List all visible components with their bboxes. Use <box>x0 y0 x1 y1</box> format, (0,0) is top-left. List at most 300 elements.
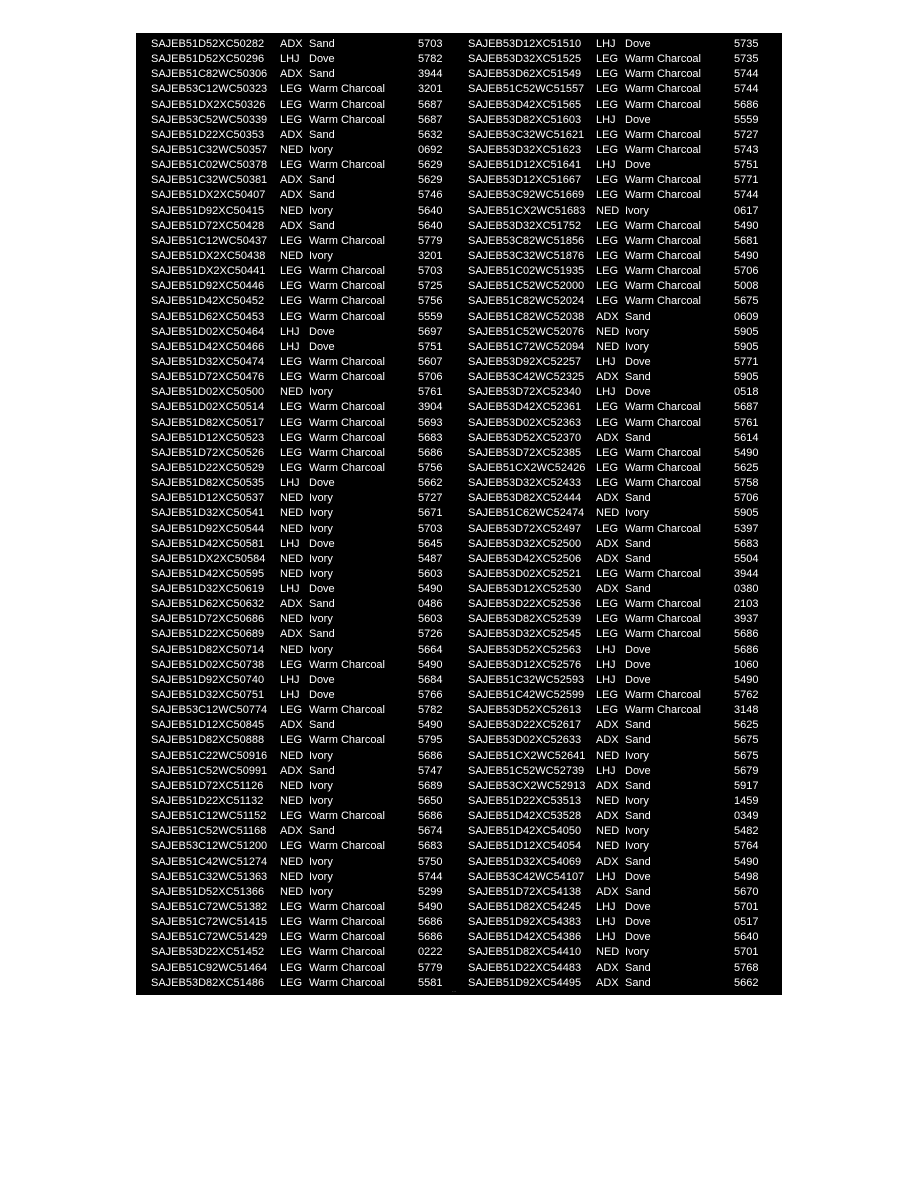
vin-cell: SAJEB51C72WC52094 <box>468 340 585 353</box>
vin-cell: SAJEB51C32WC52593 <box>468 673 585 686</box>
color-name-cell: Dove <box>309 583 335 596</box>
trim-code-cell: NED <box>596 325 620 338</box>
color-name-cell: Warm Charcoal <box>625 567 701 580</box>
trim-code-cell: NED <box>280 855 304 868</box>
vin-cell: SAJEB51C42WC51274 <box>151 855 268 868</box>
vin-cell: SAJEB53C12WC51200 <box>151 840 268 853</box>
vin-cell: SAJEB51D42XC50595 <box>151 567 265 580</box>
color-name-cell: Warm Charcoal <box>309 295 385 308</box>
number-cell: 5727 <box>734 128 759 141</box>
trim-code-cell: ADX <box>280 189 303 202</box>
number-cell: 0380 <box>734 583 759 596</box>
number-cell: 0349 <box>734 810 759 823</box>
vin-cell: SAJEB53D32XC52500 <box>468 537 582 550</box>
number-cell: 5490 <box>418 901 443 914</box>
number-cell: 5917 <box>734 779 759 792</box>
trim-code-cell: LHJ <box>596 386 616 399</box>
vin-cell: SAJEB53D12XC52576 <box>468 658 582 671</box>
vin-cell: SAJEB53D02XC52363 <box>468 416 582 429</box>
number-cell: 0692 <box>418 143 443 156</box>
trim-code-cell: LHJ <box>596 673 616 686</box>
color-name-cell: Ivory <box>309 249 333 262</box>
trim-code-cell: LEG <box>596 704 619 717</box>
number-cell: 2103 <box>734 598 759 611</box>
color-name-cell: Sand <box>309 38 335 50</box>
color-name-cell: Dove <box>625 901 651 914</box>
number-cell: 5490 <box>418 719 443 732</box>
trim-code-cell: ADX <box>280 628 303 641</box>
vin-cell: SAJEB51D42XC50581 <box>151 537 265 550</box>
color-name-cell: Dove <box>625 870 651 883</box>
trim-code-cell: LHJ <box>280 689 300 702</box>
trim-code-cell: LHJ <box>596 870 616 883</box>
color-name-cell: Ivory <box>309 885 333 898</box>
trim-code-cell: NED <box>280 143 304 156</box>
vin-cell: SAJEB53D32XC51623 <box>468 143 582 156</box>
vin-cell: SAJEB51D32XC54069 <box>468 855 582 868</box>
number-cell: 0222 <box>418 946 443 959</box>
number-cell: 5686 <box>418 931 443 944</box>
trim-code-cell: NED <box>596 840 620 853</box>
vin-cell: SAJEB51C72WC51429 <box>151 931 268 944</box>
trim-code-cell: LHJ <box>280 53 300 66</box>
vin-cell: SAJEB51D32XC50751 <box>151 689 265 702</box>
color-name-cell: Warm Charcoal <box>309 810 385 823</box>
color-name-cell: Warm Charcoal <box>625 68 701 81</box>
color-name-cell: Dove <box>309 325 335 338</box>
color-name-cell: Sand <box>309 764 335 777</box>
vin-cell: SAJEB51D72XC50686 <box>151 613 265 626</box>
trim-code-cell: NED <box>596 825 620 838</box>
color-name-cell: Warm Charcoal <box>309 916 385 929</box>
vin-cell: SAJEB51D22XC53513 <box>468 795 582 808</box>
trim-code-cell: LEG <box>280 734 303 747</box>
vin-cell: SAJEB51D72XC54138 <box>468 885 582 898</box>
vin-cell: SAJEB53D62XC51549 <box>468 68 582 81</box>
number-cell: 5674 <box>418 825 443 838</box>
color-name-cell: Dove <box>309 340 335 353</box>
vin-cell: SAJEB51DX2XC50407 <box>151 189 266 202</box>
number-cell: 5681 <box>734 234 759 247</box>
vin-cell: SAJEB51DX2XC50438 <box>151 249 266 262</box>
color-name-cell: Sand <box>309 628 335 641</box>
vin-cell: SAJEB53D42XC52361 <box>468 401 582 414</box>
vin-cell: SAJEB51C52WC51168 <box>151 825 267 838</box>
trim-code-cell: ADX <box>280 174 303 187</box>
color-name-cell: Sand <box>309 719 335 732</box>
color-name-cell: Warm Charcoal <box>309 461 385 474</box>
trim-code-cell: ADX <box>280 825 303 838</box>
number-cell: 5761 <box>734 416 759 429</box>
number-cell: 5782 <box>418 53 443 66</box>
color-name-cell: Warm Charcoal <box>625 522 701 535</box>
color-name-cell: Ivory <box>625 946 649 959</box>
number-cell: 5671 <box>418 507 443 520</box>
vin-cell: SAJEB51D12XC50845 <box>151 719 265 732</box>
vin-cell: SAJEB51C52WC50991 <box>151 764 268 777</box>
vin-cell: SAJEB51C82WC52038 <box>468 310 585 323</box>
number-cell: 5490 <box>734 855 759 868</box>
number-cell: 5758 <box>734 477 759 490</box>
number-cell: 5603 <box>418 613 443 626</box>
trim-code-cell: ADX <box>596 537 619 550</box>
vin-cell: SAJEB53C32WC51621 <box>468 128 585 141</box>
color-name-cell: Warm Charcoal <box>309 371 385 384</box>
number-cell: 5683 <box>418 840 443 853</box>
vin-cell: SAJEB51D82XC50714 <box>151 643 265 656</box>
number-cell: 5640 <box>418 204 443 217</box>
vin-cell: SAJEB51CX2WC51683 <box>468 204 586 217</box>
vin-cell: SAJEB53D42XC52506 <box>468 552 582 565</box>
color-name-cell: Ivory <box>309 870 333 883</box>
trim-code-cell: LEG <box>596 416 619 429</box>
number-cell: 5687 <box>418 98 443 111</box>
trim-code-cell: NED <box>280 885 304 898</box>
number-cell: 5625 <box>734 461 759 474</box>
color-name-cell: Warm Charcoal <box>625 234 701 247</box>
number-cell: 5662 <box>418 477 443 490</box>
number-cell: 5662 <box>734 976 759 989</box>
vin-cell: SAJEB51D42XC50466 <box>151 340 265 353</box>
number-cell: 5746 <box>418 189 443 202</box>
color-name-cell: Sand <box>625 961 651 974</box>
trim-code-cell: LEG <box>280 931 303 944</box>
trim-code-cell: LHJ <box>596 916 616 929</box>
color-name-cell: Warm Charcoal <box>625 83 701 96</box>
color-name-cell: Warm Charcoal <box>309 265 385 278</box>
vin-cell: SAJEB51D92XC54383 <box>468 916 582 929</box>
trim-code-cell: NED <box>596 507 620 520</box>
trim-code-cell: ADX <box>596 371 619 384</box>
trim-code-cell: LEG <box>280 371 303 384</box>
color-name-cell: Warm Charcoal <box>625 53 701 66</box>
color-name-cell: Ivory <box>309 204 333 217</box>
number-cell: 5640 <box>418 219 443 232</box>
color-name-cell: Warm Charcoal <box>309 159 385 172</box>
trim-code-cell: LHJ <box>596 113 616 126</box>
number-cell: 5761 <box>418 386 443 399</box>
trim-code-cell: LHJ <box>596 931 616 944</box>
trim-code-cell: NED <box>596 204 620 217</box>
vin-cell: SAJEB51D82XC54410 <box>468 946 582 959</box>
trim-code-cell: ADX <box>596 431 619 444</box>
color-name-cell: Ivory <box>309 492 333 505</box>
color-name-cell: Warm Charcoal <box>625 143 701 156</box>
number-cell: 5490 <box>734 673 759 686</box>
color-name-cell: Dove <box>625 931 651 944</box>
color-name-cell: Ivory <box>309 643 333 656</box>
color-name-cell: Sand <box>309 825 335 838</box>
number-cell: 5397 <box>734 522 759 535</box>
vin-cell: SAJEB53D72XC52497 <box>468 522 582 535</box>
trim-code-cell: LEG <box>280 159 303 172</box>
trim-code-cell: LEG <box>280 704 303 717</box>
trim-code-cell: ADX <box>280 128 303 141</box>
number-cell: 3944 <box>418 68 443 81</box>
trim-code-cell: NED <box>280 204 304 217</box>
color-name-cell: Warm Charcoal <box>309 98 385 111</box>
number-cell: 5727 <box>418 492 443 505</box>
vin-cell: SAJEB51C42WC52599 <box>468 689 585 702</box>
trim-code-cell: ADX <box>596 583 619 596</box>
vin-cell: SAJEB51C82WC50306 <box>151 68 268 81</box>
number-cell: 5687 <box>418 113 443 126</box>
trim-code-cell: LEG <box>596 446 619 459</box>
trim-code-cell: LHJ <box>596 159 616 172</box>
color-name-cell: Sand <box>309 219 335 232</box>
vin-cell: SAJEB53D72XC52340 <box>468 386 582 399</box>
color-name-cell: Ivory <box>309 552 333 565</box>
color-name-cell: Sand <box>309 128 335 141</box>
color-name-cell: Warm Charcoal <box>309 658 385 671</box>
trim-code-cell: ADX <box>280 764 303 777</box>
vin-cell: SAJEB53D42XC51565 <box>468 98 582 111</box>
trim-code-cell: LEG <box>596 83 619 96</box>
color-name-cell: Ivory <box>309 522 333 535</box>
number-cell: 5684 <box>418 673 443 686</box>
trim-code-cell: NED <box>280 492 304 505</box>
color-name-cell: Ivory <box>625 795 649 808</box>
trim-code-cell: LEG <box>280 234 303 247</box>
color-name-cell: Warm Charcoal <box>625 295 701 308</box>
vin-cell: SAJEB53C12WC50774 <box>151 704 268 717</box>
number-cell: 5703 <box>418 38 443 50</box>
number-cell: 0517 <box>734 916 759 929</box>
trim-code-cell: LEG <box>596 567 619 580</box>
vin-cell: SAJEB51C52WC52000 <box>468 280 585 293</box>
color-name-cell: Dove <box>309 689 335 702</box>
vin-cell: SAJEB51D42XC53528 <box>468 810 582 823</box>
vin-cell: SAJEB51D92XC50740 <box>151 673 265 686</box>
vin-cell: SAJEB51C52WC52739 <box>468 764 585 777</box>
number-cell: 5905 <box>734 507 759 520</box>
trim-code-cell: LEG <box>280 961 303 974</box>
number-cell: 5743 <box>734 143 759 156</box>
trim-code-cell: LEG <box>596 219 619 232</box>
vin-cell: SAJEB51D52XC50296 <box>151 53 265 66</box>
number-cell: 5645 <box>418 537 443 550</box>
vin-cell: SAJEB53D32XC51525 <box>468 53 582 66</box>
number-cell: 5779 <box>418 234 443 247</box>
color-name-cell: Dove <box>625 113 651 126</box>
number-cell: 5675 <box>734 749 759 762</box>
number-cell: 5683 <box>418 431 443 444</box>
trim-code-cell: LEG <box>280 401 303 414</box>
color-name-cell: Warm Charcoal <box>625 461 701 474</box>
number-cell: 5701 <box>734 901 759 914</box>
number-cell: 5490 <box>734 219 759 232</box>
color-name-cell: Sand <box>309 189 335 202</box>
number-cell: 3201 <box>418 83 443 96</box>
vin-cell: SAJEB51D42XC54050 <box>468 825 582 838</box>
trim-code-cell: LEG <box>596 249 619 262</box>
vin-cell: SAJEB53D22XC52536 <box>468 598 582 611</box>
number-cell: 5686 <box>734 98 759 111</box>
vin-cell: SAJEB51D12XC54054 <box>468 840 582 853</box>
vin-cell: SAJEB51C62WC52474 <box>468 507 585 520</box>
trim-code-cell: LEG <box>596 295 619 308</box>
trim-code-cell: LEG <box>596 522 619 535</box>
number-cell: 5687 <box>734 401 759 414</box>
vin-cell: SAJEB51C32WC51363 <box>151 870 268 883</box>
trim-code-cell: NED <box>280 386 304 399</box>
number-cell: 5747 <box>418 764 443 777</box>
vin-cell: SAJEB51D82XC50888 <box>151 734 265 747</box>
vin-cell: SAJEB53D82XC51603 <box>468 113 582 126</box>
color-name-cell: Warm Charcoal <box>625 219 701 232</box>
vin-cell: SAJEB51D02XC50500 <box>151 386 265 399</box>
color-name-cell: Warm Charcoal <box>309 310 385 323</box>
trim-code-cell: LEG <box>280 446 303 459</box>
number-cell: 5795 <box>418 734 443 747</box>
trim-code-cell: LEG <box>596 613 619 626</box>
number-cell: 5581 <box>418 976 443 989</box>
color-name-cell: Sand <box>309 598 335 611</box>
vin-cell: SAJEB51D92XC50415 <box>151 204 265 217</box>
vin-cell: SAJEB51D82XC50535 <box>151 477 265 490</box>
color-name-cell: Ivory <box>309 143 333 156</box>
vin-cell: SAJEB51D72XC50476 <box>151 371 265 384</box>
vin-cell: SAJEB53CX2WC52913 <box>468 779 586 792</box>
trim-code-cell: LHJ <box>596 355 616 368</box>
color-name-cell: Ivory <box>625 340 649 353</box>
color-name-cell: Ivory <box>309 855 333 868</box>
color-name-cell: Warm Charcoal <box>309 113 385 126</box>
number-cell: 3201 <box>418 249 443 262</box>
trim-code-cell: ADX <box>280 219 303 232</box>
number-cell: 0609 <box>734 310 759 323</box>
vin-cell: SAJEB51C12WC51152 <box>151 810 267 823</box>
trim-code-cell: NED <box>596 749 620 762</box>
number-cell: 5768 <box>734 961 759 974</box>
number-cell: 5735 <box>734 38 759 50</box>
vin-cell: SAJEB51C52WC51557 <box>468 83 585 96</box>
number-cell: 5683 <box>734 537 759 550</box>
vin-cell: SAJEB53D82XC52444 <box>468 492 582 505</box>
color-name-cell: Warm Charcoal <box>309 280 385 293</box>
vin-cell: SAJEB51D82XC54245 <box>468 901 582 914</box>
color-name-cell: Warm Charcoal <box>309 234 385 247</box>
number-cell: 1060 <box>734 658 759 671</box>
vin-cell: SAJEB53D12XC52530 <box>468 583 582 596</box>
trim-code-cell: NED <box>280 567 304 580</box>
trim-code-cell: LEG <box>596 189 619 202</box>
trim-code-cell: LEG <box>280 98 303 111</box>
color-name-cell: Warm Charcoal <box>309 946 385 959</box>
vin-cell: SAJEB53C92WC51669 <box>468 189 585 202</box>
color-name-cell: Sand <box>625 583 651 596</box>
color-name-cell: Sand <box>625 855 651 868</box>
vin-cell: SAJEB53D82XC52539 <box>468 613 582 626</box>
number-cell: 5487 <box>418 552 443 565</box>
vin-cell: SAJEB51C72WC51415 <box>151 916 268 929</box>
number-cell: 5725 <box>418 280 443 293</box>
trim-code-cell: LEG <box>280 431 303 444</box>
vin-cell: SAJEB53C42WC54107 <box>468 870 585 883</box>
number-cell: 5726 <box>418 628 443 641</box>
color-name-cell: Warm Charcoal <box>625 446 701 459</box>
number-cell: 5650 <box>418 795 443 808</box>
color-name-cell: Warm Charcoal <box>309 416 385 429</box>
color-name-cell: Sand <box>625 779 651 792</box>
number-cell: 5751 <box>418 340 443 353</box>
color-name-cell: Dove <box>625 38 651 50</box>
number-cell: 5640 <box>734 931 759 944</box>
vin-cell: SAJEB53C12WC50323 <box>151 83 268 96</box>
color-name-cell: Warm Charcoal <box>309 734 385 747</box>
number-cell: 5703 <box>418 265 443 278</box>
vin-cell: SAJEB51D42XC50452 <box>151 295 265 308</box>
trim-code-cell: LHJ <box>596 643 616 656</box>
trim-code-cell: LEG <box>596 689 619 702</box>
vin-cell: SAJEB51D62XC50453 <box>151 310 265 323</box>
trim-code-cell: LHJ <box>280 537 300 550</box>
number-cell: 5686 <box>734 628 759 641</box>
trim-code-cell: LHJ <box>596 38 616 50</box>
trim-code-cell: LEG <box>280 355 303 368</box>
color-name-cell: Ivory <box>309 613 333 626</box>
vin-cell: SAJEB51D92XC54495 <box>468 976 582 989</box>
number-cell: 5744 <box>734 189 759 202</box>
color-name-cell: Warm Charcoal <box>625 416 701 429</box>
trim-code-cell: LHJ <box>596 764 616 777</box>
color-name-cell: Warm Charcoal <box>625 613 701 626</box>
number-cell: 5686 <box>418 749 443 762</box>
vin-cell: SAJEB53C42WC52325 <box>468 371 585 384</box>
trim-code-cell: LEG <box>280 280 303 293</box>
number-cell: 0617 <box>734 204 759 217</box>
number-cell: 5905 <box>734 340 759 353</box>
number-cell: 0486 <box>418 598 443 611</box>
vin-cell: SAJEB53D52XC52563 <box>468 643 582 656</box>
number-cell: 5008 <box>734 280 759 293</box>
vin-cell: SAJEB51DX2XC50441 <box>151 265 266 278</box>
number-cell: 5498 <box>734 870 759 883</box>
number-cell: 5664 <box>418 643 443 656</box>
trim-code-cell: LEG <box>280 113 303 126</box>
trim-code-cell: LHJ <box>280 340 300 353</box>
trim-code-cell: ADX <box>280 38 303 50</box>
vin-cell: SAJEB51D22XC50529 <box>151 461 265 474</box>
color-name-cell: Warm Charcoal <box>625 689 701 702</box>
color-name-cell: Warm Charcoal <box>625 249 701 262</box>
trim-code-cell: LEG <box>280 310 303 323</box>
number-cell: 5744 <box>418 870 443 883</box>
vin-cell: SAJEB51D02XC50738 <box>151 658 265 671</box>
number-cell: 5629 <box>418 174 443 187</box>
color-name-cell: Ivory <box>309 567 333 580</box>
trim-code-cell: NED <box>596 795 620 808</box>
trim-code-cell: ADX <box>596 552 619 565</box>
color-name-cell: Sand <box>309 68 335 81</box>
color-name-cell: Dove <box>625 673 651 686</box>
number-cell: 5735 <box>734 53 759 66</box>
number-cell: 5706 <box>734 492 759 505</box>
trim-code-cell: LHJ <box>280 325 300 338</box>
trim-code-cell: ADX <box>280 68 303 81</box>
trim-code-cell: LEG <box>596 477 619 490</box>
vin-cell: SAJEB53D32XC52545 <box>468 628 582 641</box>
vin-cell: SAJEB51CX2WC52641 <box>468 749 586 762</box>
vin-cell: SAJEB53D02XC52521 <box>468 567 582 580</box>
number-cell: 1459 <box>734 795 759 808</box>
number-cell: 5675 <box>734 295 759 308</box>
color-name-cell: Dove <box>309 477 335 490</box>
trim-code-cell: LEG <box>596 128 619 141</box>
color-name-cell: Warm Charcoal <box>625 628 701 641</box>
number-cell: 5697 <box>418 325 443 338</box>
number-cell: 5603 <box>418 567 443 580</box>
